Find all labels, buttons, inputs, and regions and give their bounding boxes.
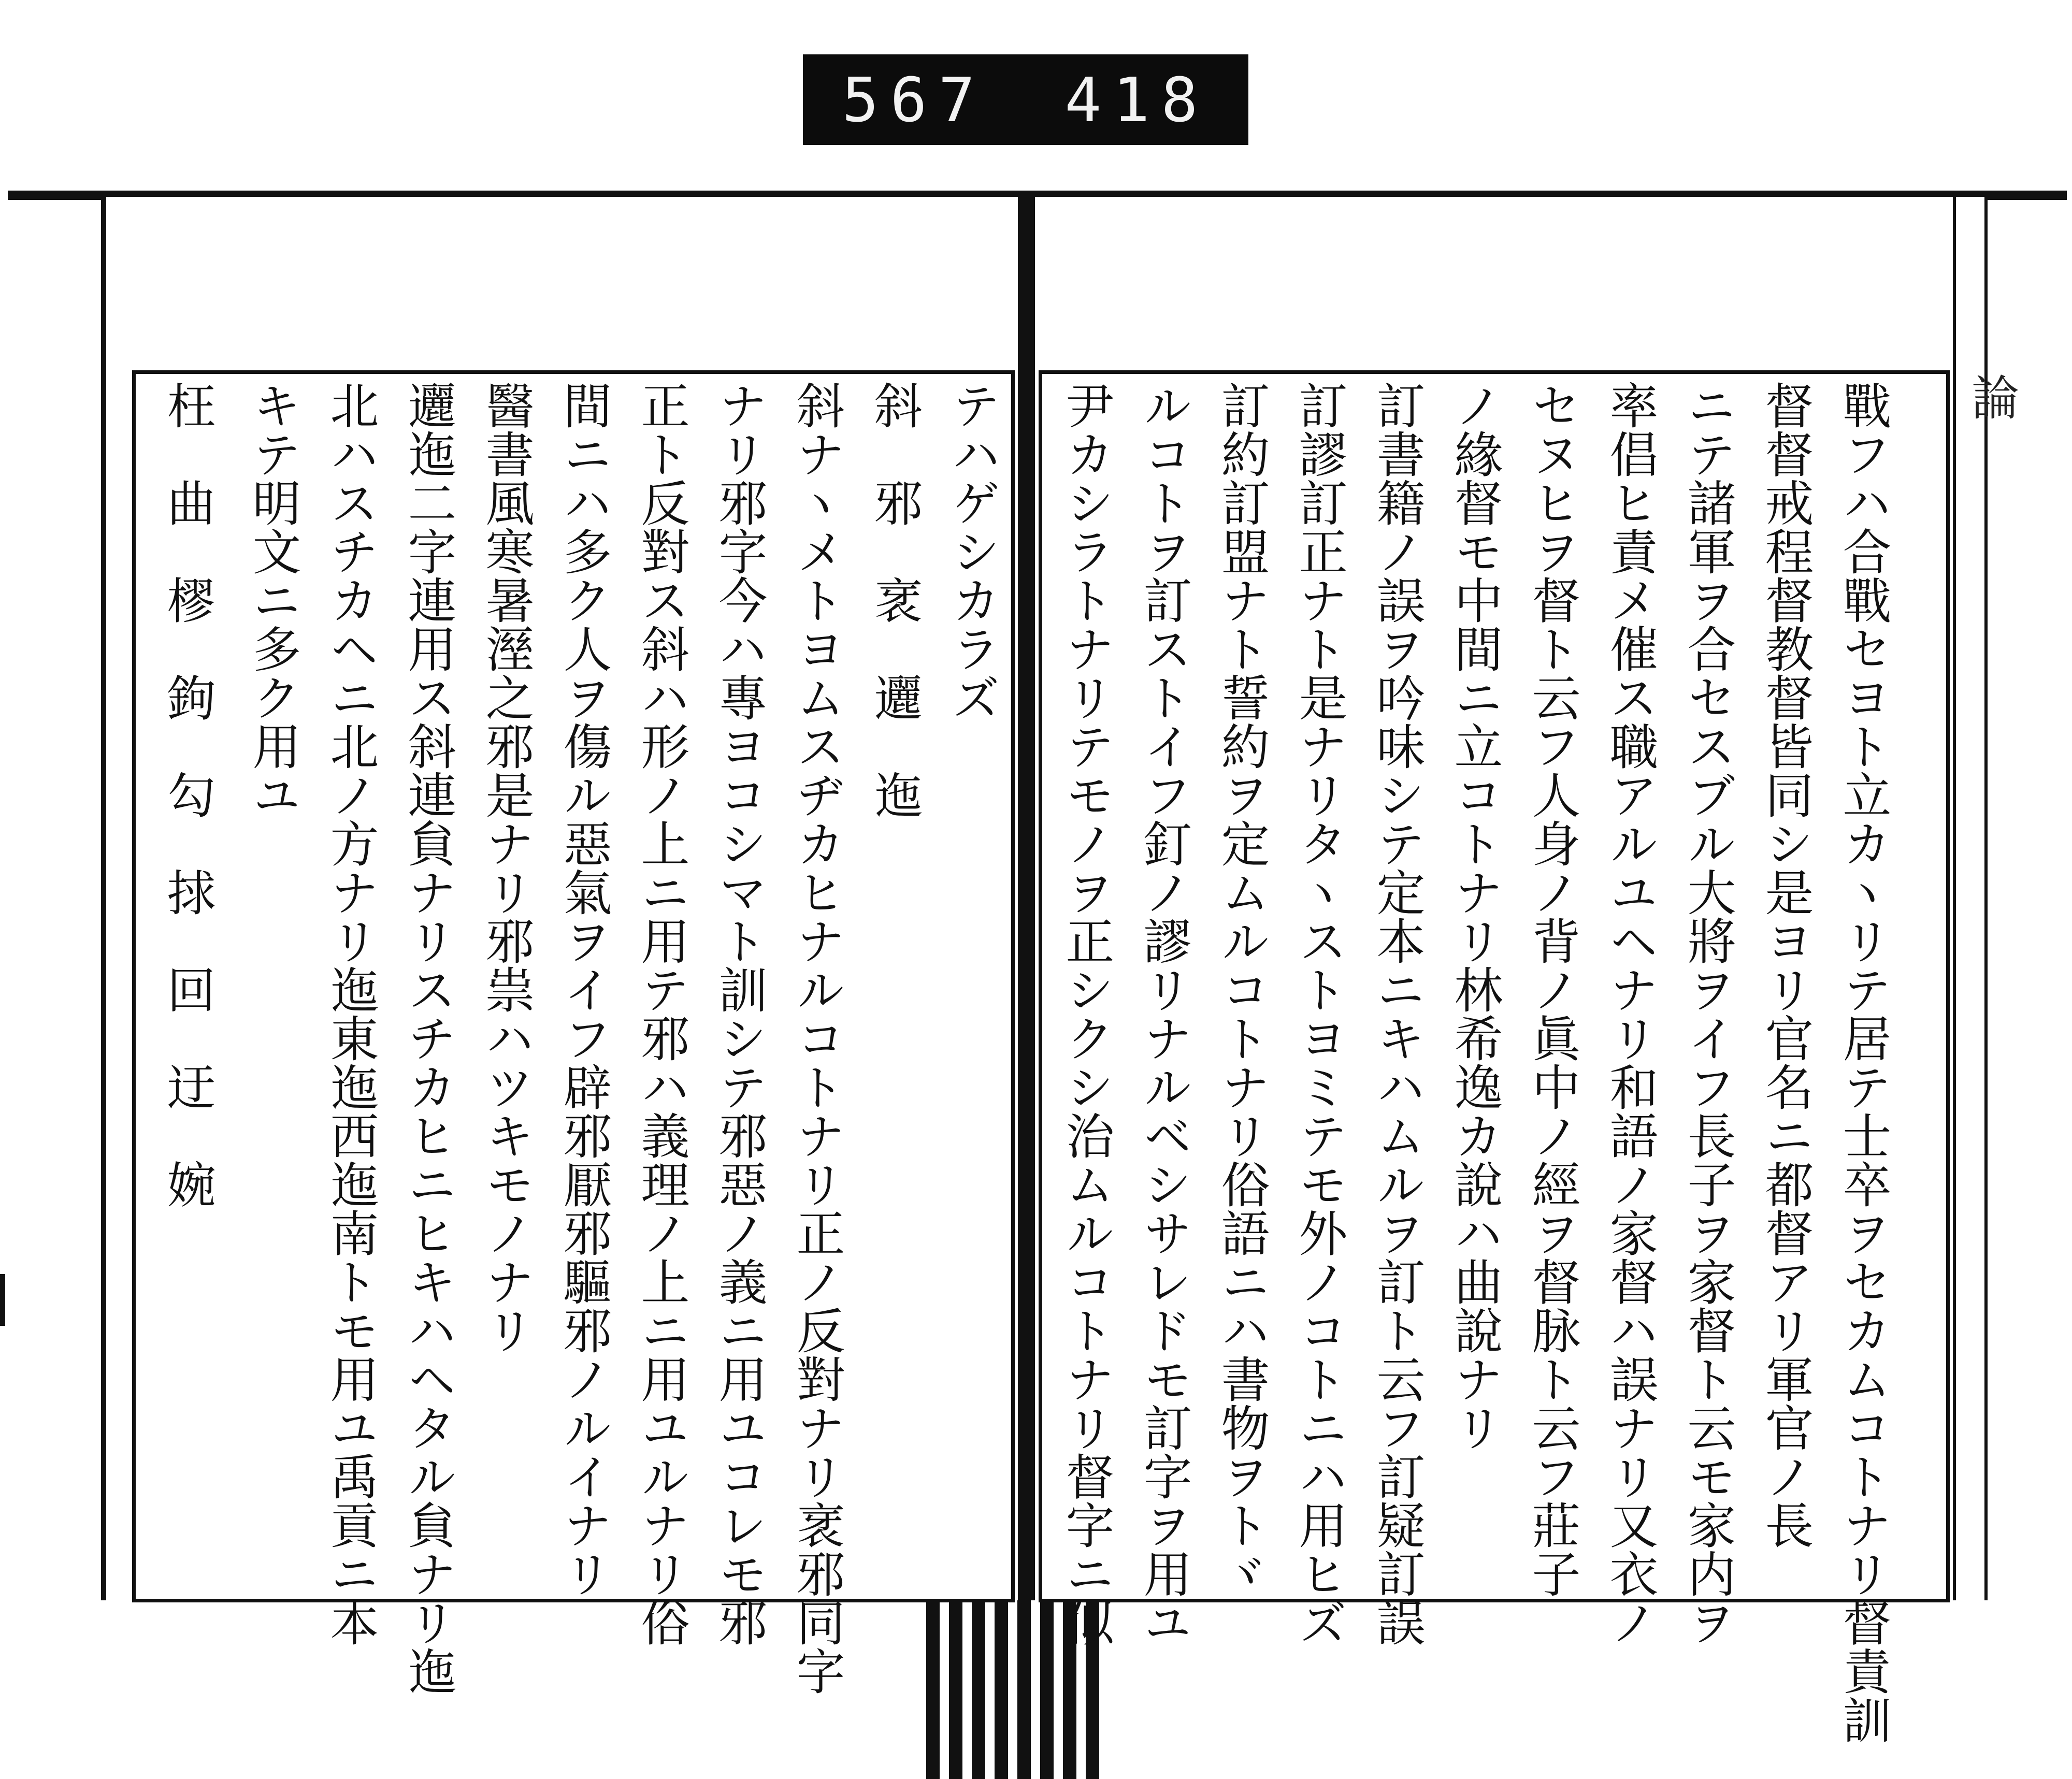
left-column-11: 枉 曲 樛 鉤 勾 捄 回 迂 婉 (159, 381, 215, 1208)
right-column-5: セヌヒヲ督ト云フ人身ノ背ノ眞中ノ經ヲ督脉ト云フ莊子 (1523, 381, 1580, 1598)
right-column-11: 尹カシラトナリテモノヲ正シクシ治ムルコトナリ督字ニ似 (1057, 381, 1114, 1646)
right-column-4: 率倡ヒ責メ催ス職アルユヘナリ和語ノ家督ハ誤ナリ又衣ノ (1601, 381, 1658, 1646)
crop-mark (0, 1274, 5, 1326)
left-column-9: 北ハスチカヘニ北ノ方ナリ迤東迤西迤南トモ用ユ禹貢ニ本 (322, 381, 378, 1646)
margin-title: 論 (1964, 373, 2019, 421)
left-column-1: テハゲシカラズ (943, 381, 1000, 721)
right-column-7: 訂書籍ノ誤ヲ吟味シテ定本ニキハムルヲ訂ト云フ訂疑訂誤 (1368, 381, 1424, 1646)
catalog-number-right: 418 (1064, 64, 1210, 136)
right-column-6: ノ緣督モ中間ニ立コトナリ林希逸カ說ハ曲說ナリ (1446, 381, 1502, 1452)
right-column-2: 督督戒程督教督皆同シ是ヨリ官名ニ都督アリ軍官ノ長 (1757, 381, 1813, 1549)
left-column-10: キテ明文ニ多ク用ユ (244, 381, 300, 819)
book-spine (1018, 193, 1035, 1601)
right-column-9: 訂約訂盟ナト誓約ヲ定ムルコトナリ俗語ニハ書物ヲトヾ (1213, 381, 1269, 1598)
right-column-10: ルコトヲ訂ストイフ釘ノ謬リナルベシサレドモ訂字ヲ用ユ (1135, 381, 1191, 1646)
catalog-label (803, 54, 1248, 145)
left-column-2: 斜 邪 衺 邐 迤 (866, 381, 922, 819)
left-column-7: 醫書風寒暑溼之邪是ナリ邪祟ハツキモノナリ (477, 381, 534, 1354)
left-column-4: ナリ邪字今ハ專ヨコシマト訓シテ邪惡ノ義ニ用ユコレモ邪 (710, 381, 767, 1646)
right-column-3: ニテ諸軍ヲ合セスブル大將ヲイフ長子ヲ家督ト云モ家内ヲ (1679, 381, 1735, 1646)
left-column-8: 邐迤二字連用ス斜連貟ナリスチカヒニヒキハヘタル貟ナリ迤 (399, 381, 456, 1695)
right-column-1: 戰フハ合戰セヨト立カヽリテ居テ士卒ヲセカムコトナリ督責訓 (1834, 381, 1891, 1744)
right-column-8: 訂謬訂正ナト是ナリタヽストヨミテモ外ノコトニハ用ヒズ (1290, 381, 1347, 1646)
left-column-3: 斜ナヽメトヨムスヂカヒナルコトナリ正ノ反對ナリ衺邪同字 (788, 381, 844, 1695)
left-column-6: 間ニハ多ク人ヲ傷ル惡氣ヲイフ辟邪厭邪驅邪ノルイナリ (555, 381, 611, 1598)
left-column-5: 正ト反對ス斜ハ形ノ上ニ用テ邪ハ義理ノ上ニ用ユルナリ俗 (632, 381, 689, 1646)
catalog-number-left: 567 (842, 64, 987, 136)
